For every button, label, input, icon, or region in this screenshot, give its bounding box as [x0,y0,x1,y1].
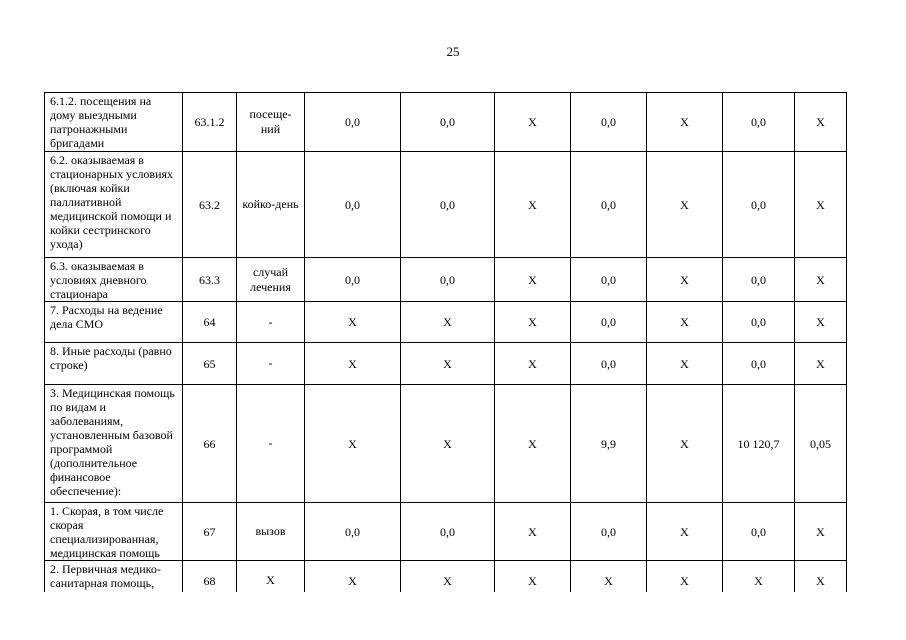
row-code-cell: 66 [183,385,237,503]
table-row [45,503,847,561]
value-cell: 0,0 [571,258,647,302]
value-cell: X [723,561,795,601]
value-cell: X [305,385,401,503]
row-code-cell: 63.1.2 [183,93,237,152]
row-code-cell: 63.3 [183,258,237,302]
value-cell: 0,0 [571,503,647,561]
value-cell: X [647,561,723,601]
table-row [45,302,847,343]
value-cell: 0,0 [723,503,795,561]
value-cell: 0,0 [305,258,401,302]
value-cell: X [795,343,847,385]
row-name-cell: 6.1.2. посещения на дому выездными патронажными бригадами [45,93,183,152]
table-row [45,152,847,258]
table-row [45,93,847,152]
value-cell: 9,9 [571,385,647,503]
value-cell: 0,0 [571,93,647,152]
row-name-cell: 3. Медицинская помощь по видам и заболеваниям, установленным базовой программой (дополнительное финансовое обеспечение): [45,385,183,503]
value-cell: 0,0 [401,152,495,258]
row-unit-cell: - [237,385,305,503]
value-cell: X [795,561,847,601]
value-cell: 0,0 [401,503,495,561]
value-cell: X [495,93,571,152]
value-cell: X [571,561,647,601]
value-cell: X [795,258,847,302]
value-cell: X [647,152,723,258]
page-bottom-margin [0,592,906,640]
value-cell: X [647,93,723,152]
value-cell: 0,0 [305,503,401,561]
row-name-cell: 6.2. оказываемая в стационарных условиях (включая койки паллиативной медицинской помощи и койки сестринского ухода) [45,152,183,258]
row-unit-cell: посеще-ний [237,93,305,152]
data-table [44,92,847,601]
value-cell: X [495,343,571,385]
value-cell: X [647,503,723,561]
value-cell: X [795,152,847,258]
value-cell: 0,0 [723,93,795,152]
value-cell: X [495,302,571,343]
page-number: 25 [446,44,460,59]
value-cell: 0,0 [401,93,495,152]
value-cell: 0,0 [571,302,647,343]
table-row [45,343,847,385]
row-code-cell: 67 [183,503,237,561]
value-cell: 0,0 [305,93,401,152]
value-cell: X [305,302,401,343]
row-name-cell: 7. Расходы на ведение дела СМО [45,302,183,343]
table-row [45,385,847,503]
value-cell: X [647,385,723,503]
value-cell: X [495,385,571,503]
value-cell: X [495,258,571,302]
value-cell: 0,0 [305,152,401,258]
value-cell: 10 120,7 [723,385,795,503]
row-unit-cell: - [237,302,305,343]
value-cell: X [795,503,847,561]
value-cell: X [495,503,571,561]
value-cell: X [647,258,723,302]
value-cell: X [795,302,847,343]
value-cell: 0,0 [571,152,647,258]
value-cell: 0,0 [571,343,647,385]
value-cell: X [495,561,571,601]
table-row [45,258,847,302]
row-code-cell: 68 [183,561,237,601]
value-cell: X [495,152,571,258]
value-cell: X [401,343,495,385]
value-cell: X [647,302,723,343]
value-cell: 0,0 [723,302,795,343]
value-cell: 0,05 [795,385,847,503]
row-code-cell: 64 [183,302,237,343]
value-cell: X [401,561,495,601]
row-code-cell: 63.2 [183,152,237,258]
value-cell: X [647,343,723,385]
value-cell: X [305,343,401,385]
value-cell: 0,0 [723,152,795,258]
value-cell: 0,0 [723,343,795,385]
value-cell: 0,0 [401,258,495,302]
row-unit-cell: случай лечения [237,258,305,302]
value-cell: X [795,93,847,152]
row-unit-cell: - [237,343,305,385]
row-name-cell: 2. Первичная медико-санитарная помощь, [45,561,183,601]
value-cell: X [401,385,495,503]
row-name-cell: 6.3. оказываемая в условиях дневного стационара [45,258,183,302]
row-unit-cell: X [237,561,305,601]
row-name-cell: 1. Скорая, в том числе скорая специализированная, медицинская помощь [45,503,183,561]
value-cell: 0,0 [723,258,795,302]
value-cell: X [401,302,495,343]
row-code-cell: 65 [183,343,237,385]
row-name-cell: 8. Иные расходы (равно строке) [45,343,183,385]
row-unit-cell: вызов [237,503,305,561]
value-cell: X [305,561,401,601]
row-unit-cell: койко-день [237,152,305,258]
